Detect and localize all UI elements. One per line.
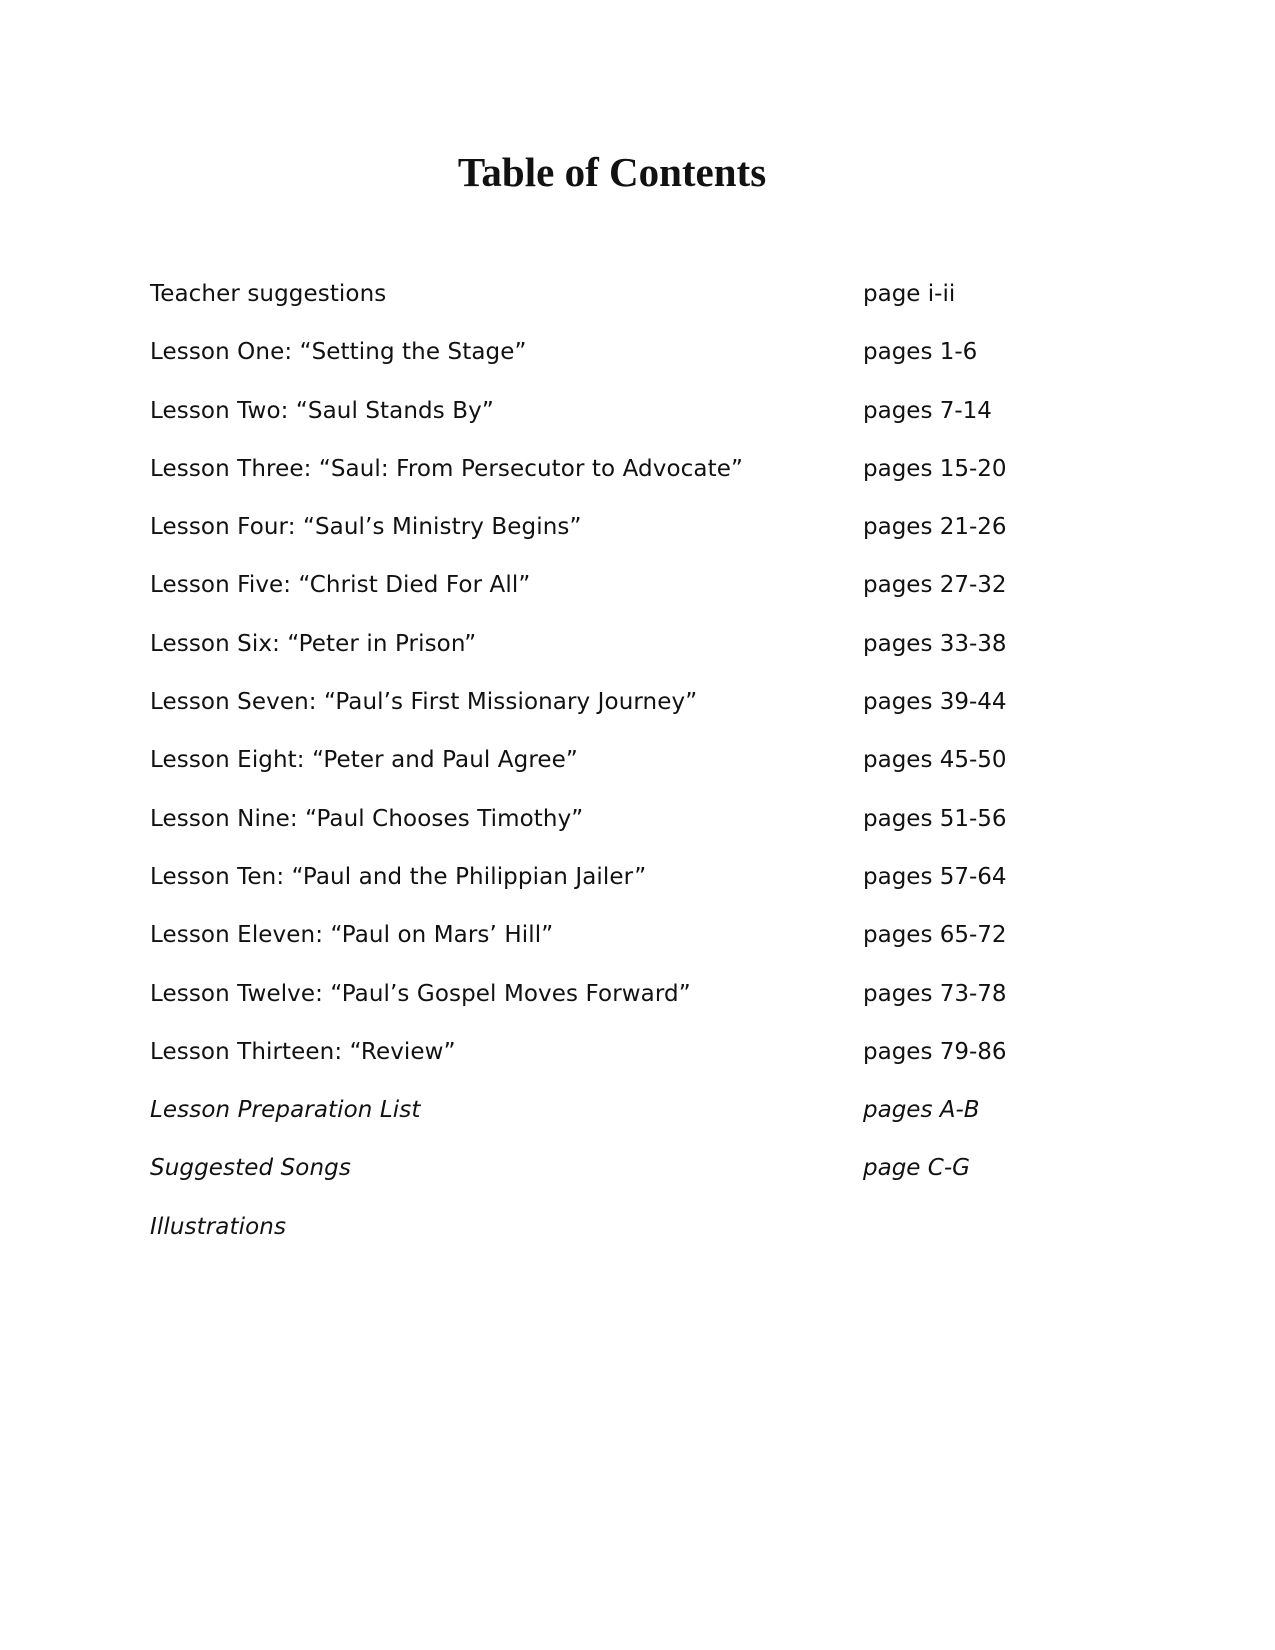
toc-entry-title: Suggested Songs	[150, 1155, 351, 1182]
toc-entry-title: Lesson Eleven: “Paul on Mars’ Hill”	[150, 922, 554, 949]
toc-entry	[150, 570, 1150, 628]
toc-entry-pages: pages 1-6	[863, 339, 978, 366]
toc-entry-title: Lesson Eight: “Peter and Paul Agree”	[150, 747, 578, 774]
toc-entry-pages: pages 73-78	[863, 980, 1007, 1007]
toc-entry	[150, 337, 1150, 395]
toc-entry-pages: pages 7-14	[863, 397, 992, 424]
toc-entry-pages: pages 57-64	[863, 863, 1007, 890]
toc-entry	[150, 279, 1150, 337]
toc-entry-pages: pages 39-44	[863, 689, 1007, 716]
toc-entry	[150, 862, 1150, 920]
toc-entry	[150, 804, 1150, 862]
toc-entry-pages: pages 65-72	[863, 922, 1007, 949]
toc-entry-pages: pages 27-32	[863, 572, 1007, 599]
toc-entry	[150, 1037, 1150, 1095]
toc-entry	[150, 745, 1150, 803]
toc-entry-title: Lesson Preparation List	[150, 1097, 421, 1124]
toc-entry	[150, 1212, 1150, 1270]
toc-entry-title: Lesson Twelve: “Paul’s Gospel Moves Forward”	[150, 980, 691, 1007]
toc-entry	[150, 1095, 1150, 1153]
toc-entry-pages: pages 15-20	[863, 455, 1007, 482]
toc-entry-title: Lesson One: “Setting the Stage”	[150, 339, 527, 366]
toc-entry-title: Lesson Seven: “Paul’s First Missionary Journey”	[150, 689, 698, 716]
toc-entry-pages: pages 51-56	[863, 805, 1007, 832]
toc-entry	[150, 396, 1150, 454]
toc-entry-title: Teacher suggestions	[150, 281, 387, 307]
toc-entry-title: Lesson Nine: “Paul Chooses Timothy”	[150, 805, 584, 832]
toc-entry	[150, 920, 1150, 978]
toc-entry	[150, 512, 1150, 570]
toc-list	[150, 279, 1150, 1270]
toc-entry-title: Lesson Two: “Saul Stands By”	[150, 397, 494, 424]
page-title: Table of Contents	[457, 149, 767, 195]
toc-entry	[150, 687, 1150, 745]
toc-entry-title: Illustrations	[150, 1213, 287, 1240]
toc-entry	[150, 629, 1150, 687]
toc-entry-title: Lesson Three: “Saul: From Persecutor to Advocate”	[150, 455, 743, 482]
toc-entry-pages: pages 79-86	[863, 1038, 1007, 1065]
toc-entry-pages: pages 33-38	[863, 630, 1007, 657]
toc-entry-pages: page i-ii	[863, 281, 956, 307]
toc-entry	[150, 454, 1150, 512]
toc-entry-pages: pages 45-50	[863, 747, 1007, 774]
toc-entry	[150, 1153, 1150, 1211]
toc-entry-title: Lesson Ten: “Paul and the Philippian Jailer”	[150, 863, 647, 890]
toc-entry-pages: page C-G	[863, 1155, 970, 1182]
toc-entry-title: Lesson Four: “Saul’s Ministry Begins”	[150, 514, 582, 541]
toc-entry	[150, 979, 1150, 1037]
toc-entry-title: Lesson Five: “Christ Died For All”	[150, 572, 531, 599]
toc-entry-title: Lesson Six: “Peter in Prison”	[150, 630, 477, 657]
toc-entry-pages: pages A-B	[863, 1097, 980, 1124]
toc-entry-title: Lesson Thirteen: “Review”	[150, 1038, 456, 1065]
toc-entry-pages: pages 21-26	[863, 514, 1007, 541]
